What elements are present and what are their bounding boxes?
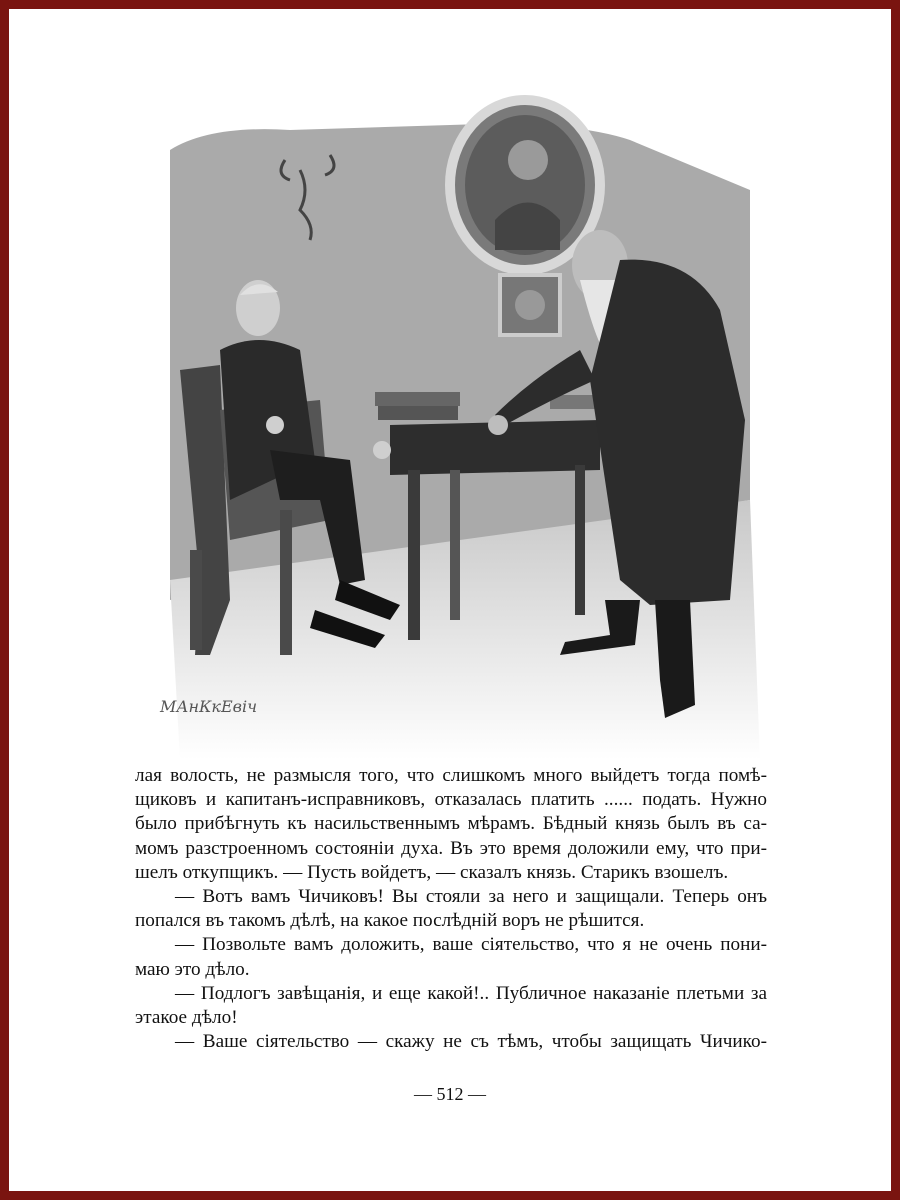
text-line: момъ разстроенномъ состояніи духа. Въ это время доложили ему, что при- [135, 837, 767, 859]
illustration [150, 80, 760, 760]
text-line: было прибѣгнуть къ насильственнымъ мѣрамъ. Бѣдный князь былъ въ са- [135, 813, 767, 835]
text-line: лая волость, не размысля того, что слишкомъ много выйдетъ тогда помѣ- [135, 765, 767, 786]
text-line: этакое дѣло! [135, 1007, 238, 1029]
text-line: шелъ откупщикъ. — Пусть войдетъ, — сказалъ князь. Старикъ взошелъ. [135, 861, 729, 883]
page-number: — 512 — [414, 1084, 486, 1104]
illustration-drawing [150, 80, 760, 760]
text-line: маю это дѣло. [135, 958, 250, 980]
text-line: — Позвольте вамъ доложить, ваше сіятельство, что я не очень пони- [175, 934, 767, 956]
text-line: попался въ такомъ дѣлѣ, на какое послѣдній воръ не рѣшится. [135, 910, 645, 932]
body-text [135, 764, 767, 1054]
artist-signature: МАнКкЕвіч [160, 697, 258, 716]
text-line: — Подлогъ завѣщанія, и еще какой!.. Публичное наказаніе плетьми за [175, 982, 767, 1004]
text-line: — Вотъ вамъ Чичиковъ! Вы стояли за него и защищали. Теперь онъ [175, 886, 767, 908]
text-line: — Ваше сіятельство — скажу не съ тѣмъ, чтобы защищать Чичико- [175, 1031, 767, 1053]
text-line: щиковъ и капитанъ-исправниковъ, отказалась платить ...... подать. Нужно [135, 789, 767, 811]
